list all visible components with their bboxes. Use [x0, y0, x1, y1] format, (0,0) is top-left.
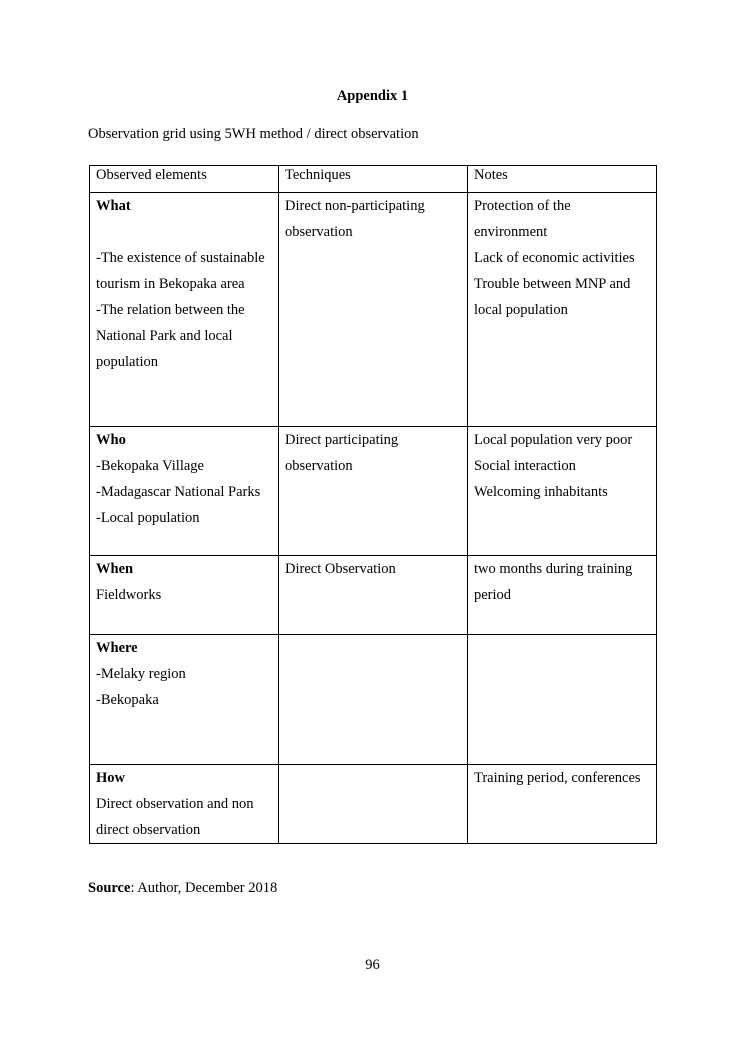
observed-line: Direct observation and non	[96, 796, 254, 812]
observed-line: -The relation between the	[96, 302, 245, 318]
row-heading: How	[96, 770, 125, 786]
technique-line: observation	[285, 458, 353, 474]
table-caption: Observation grid using 5WH method / direct observation	[88, 126, 419, 142]
source-label: Source	[88, 880, 131, 896]
note-line: environment	[474, 224, 548, 240]
techniques-cell	[279, 635, 468, 765]
observed-line: population	[96, 354, 159, 370]
observed-cell	[90, 193, 279, 427]
note-line: Trouble between MNP and	[474, 276, 631, 292]
page-number: 96	[365, 957, 380, 973]
observed-cell	[90, 765, 279, 844]
observed-line: tourism in Bekopaka area	[96, 276, 245, 292]
row-heading: Who	[96, 432, 126, 448]
note-line: Social interaction	[474, 458, 576, 474]
appendix-title: Appendix 1	[336, 88, 409, 104]
header-notes: Notes	[468, 166, 657, 193]
observed-line: -Bekopaka Village	[96, 458, 204, 474]
observed-line: -Bekopaka	[96, 692, 159, 708]
row-heading: Where	[96, 640, 138, 656]
observed-cell	[90, 556, 279, 635]
observed-cell	[90, 427, 279, 556]
source-note	[88, 880, 277, 897]
observed-line: -Melaky region	[96, 666, 186, 682]
row-heading: When	[96, 561, 134, 577]
notes-cell	[468, 635, 657, 765]
note-line: two months during training	[474, 561, 633, 577]
table-row-what	[90, 193, 657, 427]
header-observed-elements: Observed elements	[90, 166, 279, 193]
observed-line: -Madagascar National Parks	[96, 484, 261, 500]
row-heading: What	[96, 198, 131, 214]
note-line: Training period, conferences	[474, 770, 641, 786]
observed-line: Fieldworks	[96, 587, 162, 603]
technique-line: Direct Observation	[285, 561, 396, 577]
header-techniques: Techniques	[279, 166, 468, 193]
note-line: Lack of economic activities	[474, 250, 635, 266]
table-row-who	[90, 427, 657, 556]
notes-cell	[468, 427, 657, 556]
techniques-cell	[279, 765, 468, 844]
table-row-where	[90, 635, 657, 765]
notes-cell	[468, 556, 657, 635]
note-line: local population	[474, 302, 568, 318]
techniques-cell	[279, 427, 468, 556]
notes-cell	[468, 765, 657, 844]
technique-line: observation	[285, 224, 353, 240]
source-text: : Author, December 2018	[130, 880, 278, 896]
technique-line: Direct participating	[285, 432, 399, 448]
techniques-cell	[279, 556, 468, 635]
note-line: Welcoming inhabitants	[474, 484, 608, 500]
observed-line: -Local population	[96, 510, 200, 526]
technique-line: Direct non-participating	[285, 198, 425, 214]
observed-line: -The existence of sustainable	[96, 250, 265, 266]
notes-cell	[468, 193, 657, 427]
observed-cell	[90, 635, 279, 765]
observation-grid-table	[89, 165, 657, 844]
table-row-how	[90, 765, 657, 844]
techniques-cell	[279, 193, 468, 427]
table-row-when	[90, 556, 657, 635]
note-line: period	[474, 587, 512, 603]
note-line: Local population very poor	[474, 432, 633, 448]
table-header-row	[90, 166, 657, 193]
note-line: Protection of the	[474, 198, 571, 214]
observed-line: direct observation	[96, 822, 201, 838]
observed-line: National Park and local	[96, 328, 233, 344]
